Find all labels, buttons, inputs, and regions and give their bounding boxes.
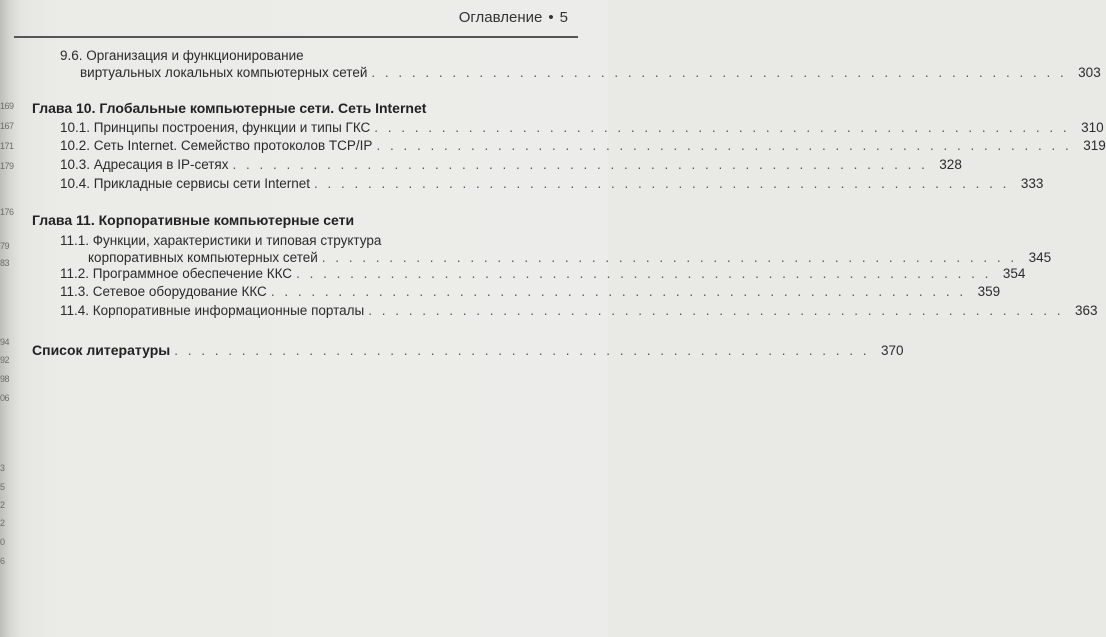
toc-page-number: 359 [977, 284, 1001, 299]
toc-page-number: 328 [939, 157, 962, 172]
toc-page-number: 303 [1078, 65, 1101, 80]
toc-entry-text-continued: корпоративных компьютерных сетей [88, 250, 318, 265]
toc-entry-text: 11.3. Сетевое оборудование ККС [60, 284, 267, 299]
toc-entry-text: 11.1. Функции, характеристики и типовая структура [60, 233, 382, 248]
dot-leader: . . . . . . . . . . . . . . . . . . . . . . . . . . . . . . . . . . . . . . . . . . . . . . . . . . . . [376, 138, 1072, 153]
spine-number: 171 [0, 141, 14, 151]
dot-leader: . . . . . . . . . . . . . . . . . . . . . . . . . . . . . . . . . . . . . . . . . . . . . . . . . . . . [368, 303, 1064, 318]
header-rule [14, 36, 578, 38]
dot-leader: . . . . . . . . . . . . . . . . . . . . . . . . . . . . . . . . . . . . . . . . . . . . . . . . . . . . [232, 157, 928, 172]
spine-number: 0 [0, 537, 5, 547]
header-page-number: 5 [559, 9, 568, 26]
spine-number: 92 [0, 355, 10, 365]
toc-page-number: 354 [1002, 266, 1026, 281]
spine-number: 79 [0, 241, 10, 251]
spine-number: 3 [0, 463, 5, 473]
toc-page-number: 319 [1083, 138, 1106, 153]
toc-entry-text: Список литературы [32, 342, 171, 358]
header-section: Оглавление [458, 9, 543, 26]
toc-page-number: 345 [1028, 250, 1052, 265]
toc-page-number: 363 [1075, 303, 1098, 318]
spine-number: 5 [0, 482, 5, 492]
spine-number: 169 [0, 101, 14, 111]
toc-entry-10-2 [60, 138, 1106, 153]
chapter-heading-10: Глава 10. Глобальные компьютерные сети. Сеть Internet [32, 100, 427, 116]
spine-number: 2 [0, 518, 5, 528]
spine-number: 167 [0, 121, 14, 131]
header-bullet: • [548, 9, 554, 26]
toc-entry-11-1 [60, 233, 1052, 265]
spine-number: 179 [0, 161, 14, 171]
toc-entry-text: 10.1. Принципы построения, функции и типы ГКС [60, 120, 371, 135]
dot-leader: . . . . . . . . . . . . . . . . . . . . . . . . . . . . . . . . . . . . . . . . . . . . . . . . . . . . [270, 284, 967, 299]
spine-number: 94 [0, 337, 10, 347]
spine-number: 06 [0, 393, 10, 403]
toc-entry-text: 10.2. Сеть Internet. Семейство протоколов TCP/IP [60, 138, 373, 153]
toc-entry-bibliography [32, 342, 904, 358]
spine-number: 2 [0, 500, 5, 510]
dot-leader: . . . . . . . . . . . . . . . . . . . . . . . . . . . . . . . . . . . . . . . . . . . . . . . . . . . . [374, 120, 1070, 135]
toc-entry-10-1 [60, 120, 1104, 135]
spine-number: 176 [0, 207, 14, 217]
toc-entry-10-3 [60, 157, 962, 172]
toc-entry-text: 9.6. Организация и функционирование [60, 48, 304, 63]
chapter-heading-11: Глава 11. Корпоративные компьютерные сети [32, 212, 355, 228]
toc-entry-text: 11.2. Программное обеспечение ККС [60, 266, 293, 281]
dot-leader: . . . . . . . . . . . . . . . . . . . . . . . . . . . . . . . . . . . . . . . . . . . . . . . . . . . . [321, 250, 1018, 265]
toc-page-number: 333 [1020, 176, 1044, 191]
adjacent-page-numbers [0, 0, 12, 637]
dot-leader: . . . . . . . . . . . . . . . . . . . . . . . . . . . . . . . . . . . . . . . . . . . . . . . . . . . . [296, 266, 992, 281]
dot-leader: . . . . . . . . . . . . . . . . . . . . . . . . . . . . . . . . . . . . . . . . . . . . . . . . . . . . [314, 176, 1010, 191]
toc-entry-text-continued: виртуальных локальных компьютерных сетей [80, 65, 368, 80]
toc-entry-11-3 [60, 284, 1001, 299]
toc-entry-text: 10.3. Адресация в IP-сетях [60, 157, 229, 172]
spine-number: 83 [0, 258, 10, 268]
toc-page-number: 310 [1081, 120, 1104, 135]
toc-entry-10-4 [60, 176, 1044, 191]
dot-leader: . . . . . . . . . . . . . . . . . . . . . . . . . . . . . . . . . . . . . . . . . . . . . . . . . . . . [371, 65, 1067, 80]
dot-leader: . . . . . . . . . . . . . . . . . . . . . . . . . . . . . . . . . . . . . . . . . . . . . . . . . . . . [174, 343, 870, 358]
toc-entry-text: 11.4. Корпоративные информационные порталы [60, 303, 365, 318]
toc-entry-11-2 [60, 266, 1026, 281]
toc-entry-text: 10.4. Прикладные сервисы сети Internet [60, 176, 311, 191]
toc-page-number: 370 [881, 343, 904, 358]
spine-number: 6 [0, 556, 5, 566]
running-header [459, 9, 568, 26]
spine-number: 98 [0, 374, 10, 384]
toc-entry-9-6 [60, 48, 1101, 80]
toc-entry-11-4 [60, 303, 1098, 318]
